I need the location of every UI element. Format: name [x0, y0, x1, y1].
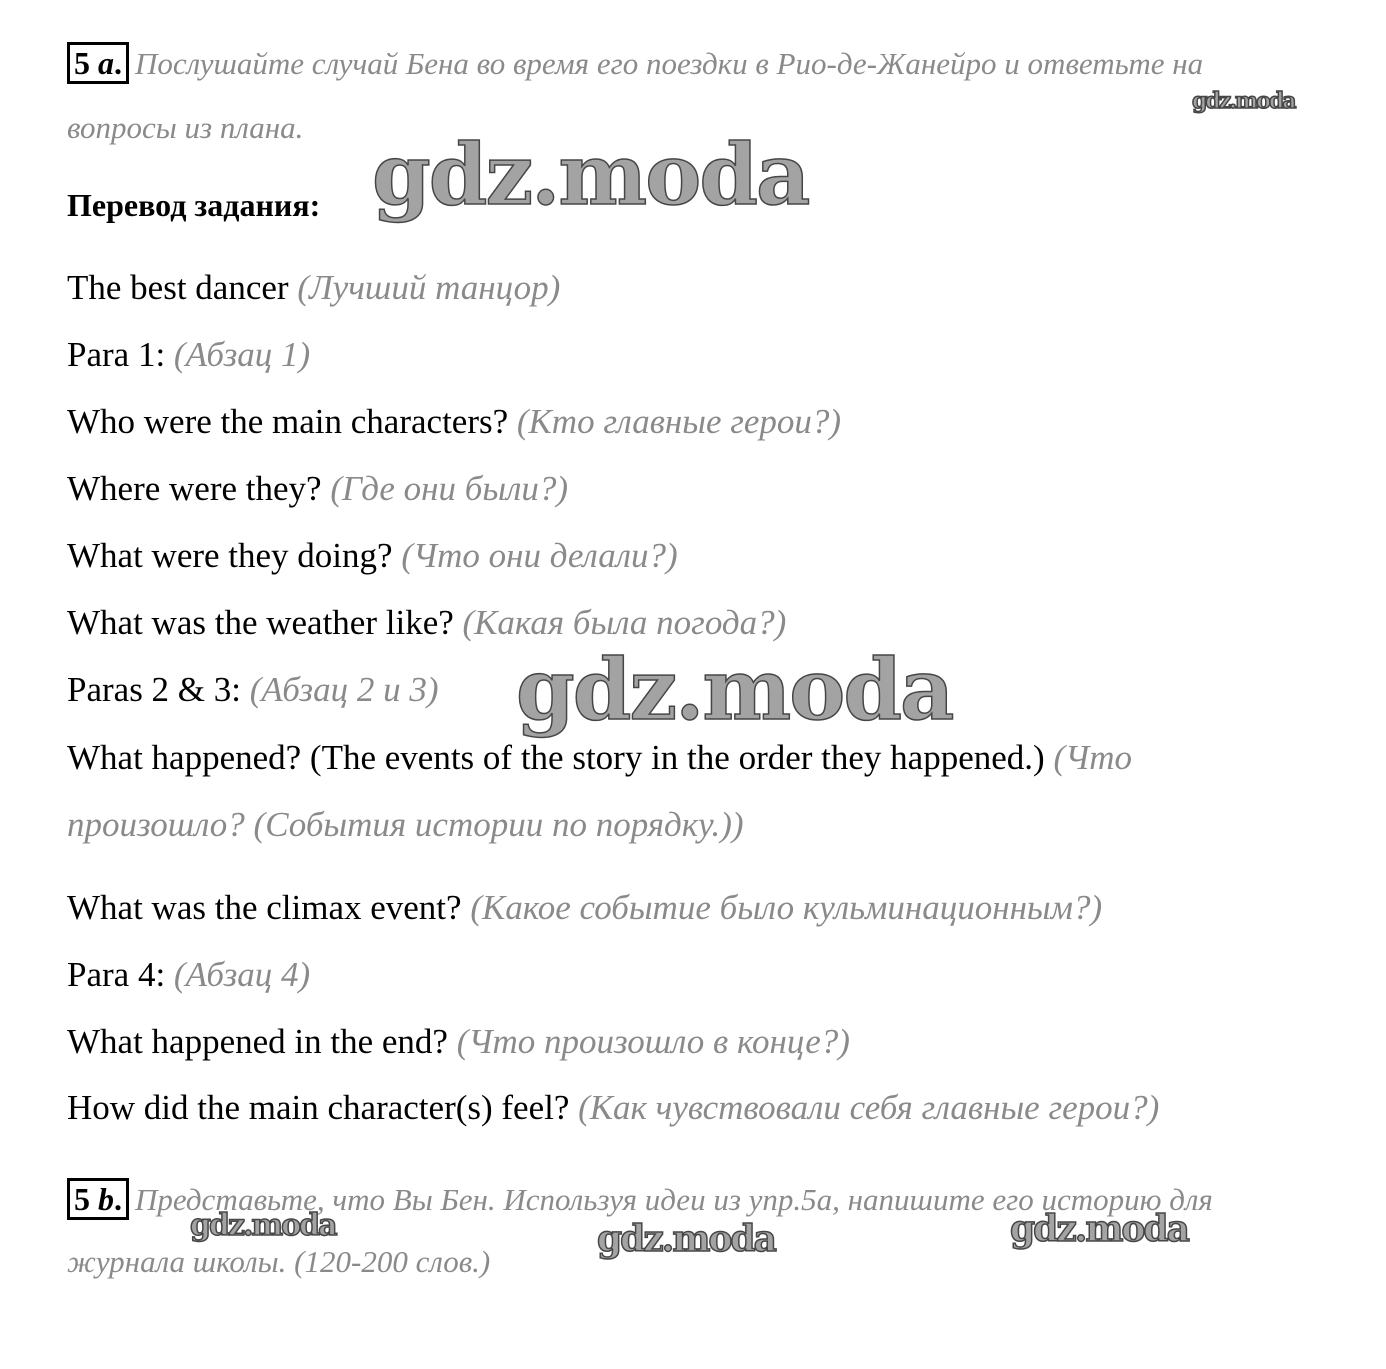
task-number: 5: [74, 45, 90, 81]
english-text: What were they doing?: [67, 536, 393, 575]
russian-translation: (Абзац 4): [173, 955, 311, 994]
russian-translation: (Какое событие было кульминационным?): [470, 888, 1103, 927]
task-number: 5: [74, 1181, 90, 1217]
task-a-line1: [67, 42, 1203, 84]
russian-translation: (Абзац 1): [173, 335, 311, 374]
question-line: [67, 402, 841, 442]
russian-translation: (Абзац 2 и 3): [249, 670, 439, 709]
question-line: [67, 888, 1102, 928]
english-text: Who were the main characters?: [67, 402, 509, 441]
translation-heading: Перевод задания:: [67, 187, 321, 223]
watermark: gdz.moda: [372, 125, 809, 224]
russian-translation: (Какая была погода?): [462, 603, 787, 642]
watermark: gdz.moda: [516, 640, 953, 739]
english-text: What was the climax event?: [67, 888, 462, 927]
task-letter: a: [98, 45, 114, 81]
task-b-badge: 5 b.: [67, 1178, 129, 1220]
question-line: [67, 268, 560, 308]
question-line: [67, 335, 310, 375]
question-line: [67, 469, 568, 509]
question-line: [67, 1022, 850, 1062]
watermark: gdz.moda: [597, 1218, 775, 1260]
english-text: Para 4:: [67, 955, 166, 994]
russian-translation: (Что они делали?): [401, 536, 678, 575]
russian-translation: (Кто главные герои?): [516, 402, 842, 441]
task-b-instruction: Представьте, что Вы Бен. Используя идеи из упр.5а, напишите его историю для: [135, 1182, 1213, 1217]
russian-translation: (Что: [1053, 738, 1132, 777]
task-letter: b: [98, 1181, 114, 1217]
question-line: [67, 603, 786, 643]
watermark: gdz.moda: [190, 1208, 336, 1243]
task-a-instruction: Послушайте случай Бена во время его поездки в Рио-де-Жанейро и ответьте на: [135, 46, 1204, 81]
russian-translation: (Лучший танцор): [297, 268, 561, 307]
english-text: What happened in the end?: [67, 1022, 448, 1061]
task-b-instruction-cont: журнала школы. (120-200 слов.): [67, 1244, 491, 1279]
russian-translation: (Где они были?): [330, 469, 568, 508]
russian-translation: (Как чувствовали себя главные герои?): [578, 1088, 1160, 1127]
question-line: [67, 805, 744, 845]
russian-translation: (Что произошло в конце?): [456, 1022, 850, 1061]
task-a-badge: 5 a.: [67, 42, 129, 84]
english-text: What happened? (The events of the story in the order they happened.): [67, 738, 1045, 777]
task-a-instruction-cont: вопросы из плана.: [67, 110, 304, 145]
watermark: gdz.moda: [1010, 1208, 1188, 1250]
russian-translation: произошло? (События истории по порядку.)): [67, 805, 744, 844]
question-line: [67, 955, 310, 995]
watermark: gdz.moda: [1192, 88, 1295, 114]
english-text: How did the main character(s) feel?: [67, 1088, 570, 1127]
question-line: [67, 670, 438, 710]
question-line: [67, 1088, 1159, 1128]
question-line: [67, 738, 1132, 778]
english-text: The best dancer: [67, 268, 289, 307]
english-text: Where were they?: [67, 469, 322, 508]
question-line: [67, 536, 678, 576]
english-text: What was the weather like?: [67, 603, 454, 642]
english-text: Para 1:: [67, 335, 166, 374]
english-text: Paras 2 & 3:: [67, 670, 242, 709]
